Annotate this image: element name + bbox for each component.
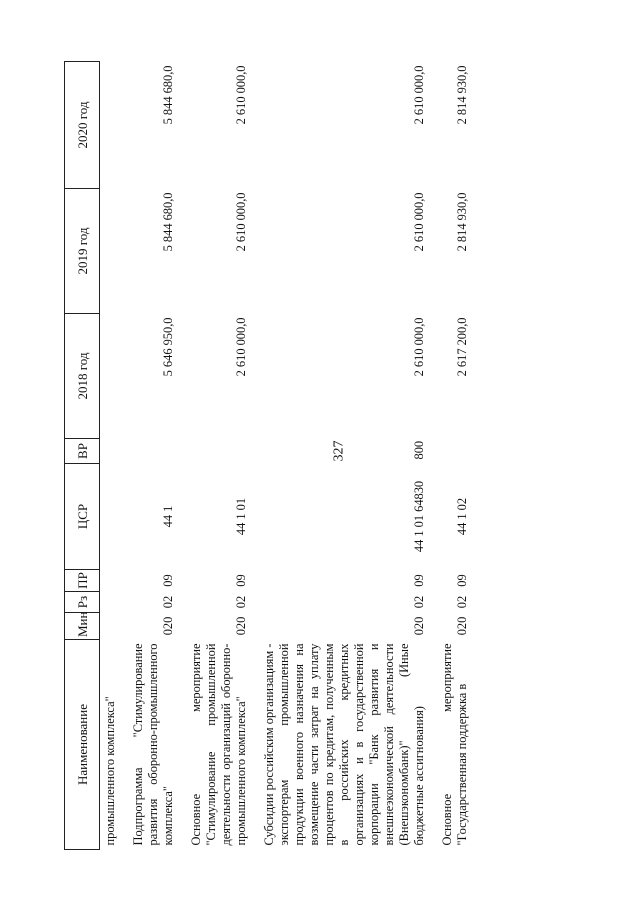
row-name: Основное мероприятие "Государственная поддержка в: [440, 643, 469, 846]
row-min: 020: [161, 616, 175, 636]
row-csr: 44 1 01: [234, 497, 248, 536]
row-vr: [437, 439, 472, 464]
budget-table-rotated: [64, 62, 602, 850]
row-vr: 800: [412, 440, 426, 460]
row-min: 020: [455, 616, 469, 636]
row-vr: [186, 439, 251, 464]
row-vr: [128, 439, 178, 464]
row-2019: 2 610 000,0: [412, 192, 426, 252]
header-2020: 2020 год: [65, 62, 100, 189]
row-pr: 09: [161, 574, 175, 587]
row-csr: 44 1: [161, 505, 175, 528]
row-2019: 5 844 680,0: [161, 192, 175, 252]
row-csr: 44 1 02: [455, 497, 469, 536]
row-2019: 2 814 930,0: [455, 192, 469, 252]
row-2018: [100, 314, 121, 439]
row-min: [100, 613, 121, 640]
row-name: Субсидии российским организациям - экспортерам промышленной продукции военного назначения на возмещение части затрат на уплату процентов по кредитам, полученным в российских кредитных организациях и в государственной корпорации "Банк развития и внешнеэкономической деятельности (Внешэкономбанк)" (Иные бюджетные ассигнования): [262, 643, 426, 846]
row-2018: 2 617 200,0: [455, 317, 469, 377]
row-pr: 09: [455, 574, 469, 587]
row-csr: [100, 464, 121, 570]
table-row: [100, 62, 121, 850]
header-2019: 2019 год: [65, 189, 100, 314]
header-pr: ПР: [65, 570, 100, 592]
row-2018: 5 646 950,0: [161, 317, 175, 377]
row-name: Основное мероприятие "Стимулирование промышленной деятельности организаций оборонно-промышленного комплекса": [189, 643, 248, 846]
header-csr: ЦСР: [65, 464, 100, 570]
row-2020: 2 610 000,0: [412, 65, 426, 125]
table-body: [100, 62, 473, 850]
budget-table: [64, 61, 472, 850]
table-row: [186, 62, 251, 850]
row-min: 020: [234, 616, 248, 636]
row-pr: 09: [412, 574, 426, 587]
table-header: [65, 62, 100, 850]
row-csr: 44 1 01 64830: [412, 480, 426, 553]
row-2018: 2 610 000,0: [412, 317, 426, 377]
header-2018: 2018 год: [65, 314, 100, 439]
row-min: 020: [412, 616, 426, 636]
row-name: промышленного комплекса": [103, 696, 117, 846]
row-rz: 02: [234, 595, 248, 609]
row-2019: 2 610 000,0: [234, 192, 248, 252]
row-2019: [100, 189, 121, 314]
row-pr: [100, 570, 121, 592]
row-2020: 2 814 930,0: [455, 65, 469, 125]
row-2020: [100, 62, 121, 189]
row-name: Подпрограмма "Стимулирование развития оборонно-промышленного комплекса": [131, 643, 175, 846]
header-row: [65, 62, 100, 850]
row-rz: 02: [161, 595, 175, 609]
table-row: [437, 62, 472, 850]
row-2020: 5 844 680,0: [161, 65, 175, 125]
row-pr: 09: [234, 574, 248, 587]
row-2020: 2 610 000,0: [234, 65, 248, 125]
row-rz: 02: [455, 595, 469, 609]
table-row: [259, 62, 429, 850]
page-number-text: 327: [331, 440, 346, 462]
header-vr: ВР: [65, 439, 100, 464]
table-row: [128, 62, 178, 850]
header-min: Мин: [65, 613, 100, 640]
header-name: Наименование: [65, 640, 100, 850]
row-rz: [100, 592, 121, 613]
row-vr: [100, 439, 121, 464]
row-2018: 2 610 000,0: [234, 317, 248, 377]
row-rz: 02: [412, 595, 426, 609]
header-rz: Рз: [65, 592, 100, 613]
